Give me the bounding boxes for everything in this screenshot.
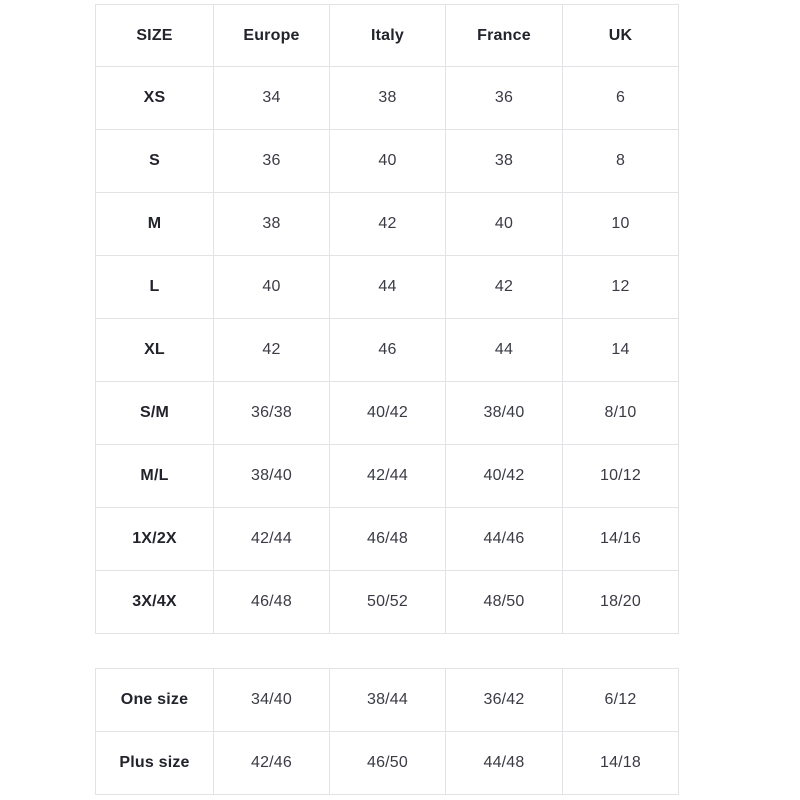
table-cell-uk: 6/12: [563, 669, 679, 732]
column-header-uk: UK: [563, 5, 679, 67]
table-row: [96, 319, 679, 382]
table-body: [96, 669, 679, 795]
table-cell-italy: 38/44: [330, 669, 446, 732]
table-cell-europe: 36/38: [214, 382, 330, 445]
table-cell-france: 38: [446, 130, 563, 193]
column-header-italy: Italy: [330, 5, 446, 67]
table-header: [96, 5, 679, 67]
column-header-europe: Europe: [214, 5, 330, 67]
table-cell-france: 36/42: [446, 669, 563, 732]
table-cell-size: One size: [96, 669, 214, 732]
table-row: [96, 571, 679, 634]
table-cell-uk: 10/12: [563, 445, 679, 508]
table-cell-italy: 38: [330, 67, 446, 130]
table-cell-europe: 34: [214, 67, 330, 130]
table-cell-france: 42: [446, 256, 563, 319]
table-cell-europe: 36: [214, 130, 330, 193]
table-cell-size: S/M: [96, 382, 214, 445]
table-cell-uk: 8: [563, 130, 679, 193]
table-cell-uk: 14: [563, 319, 679, 382]
table-cell-europe: 46/48: [214, 571, 330, 634]
table-row: [96, 445, 679, 508]
table-cell-italy: 46/50: [330, 732, 446, 795]
table-cell-europe: 42: [214, 319, 330, 382]
table-cell-italy: 42/44: [330, 445, 446, 508]
table-cell-size: XS: [96, 67, 214, 130]
table-row: [96, 130, 679, 193]
table-cell-size: M: [96, 193, 214, 256]
size-chart-main-table-wrapper: [95, 4, 678, 634]
size-chart-main-table: [95, 4, 679, 634]
column-header-france: France: [446, 5, 563, 67]
table-cell-france: 44/46: [446, 508, 563, 571]
table-cell-size: Plus size: [96, 732, 214, 795]
table-cell-europe: 34/40: [214, 669, 330, 732]
table-row: [96, 193, 679, 256]
table-cell-italy: 46/48: [330, 508, 446, 571]
size-chart-secondary-table-wrapper: [95, 668, 678, 795]
table-cell-uk: 8/10: [563, 382, 679, 445]
table-cell-italy: 44: [330, 256, 446, 319]
table-cell-europe: 42/44: [214, 508, 330, 571]
table-row: [96, 508, 679, 571]
table-row: [96, 256, 679, 319]
table-row: [96, 669, 679, 732]
table-cell-size: 1X/2X: [96, 508, 214, 571]
table-cell-italy: 40: [330, 130, 446, 193]
table-cell-france: 36: [446, 67, 563, 130]
table-cell-europe: 40: [214, 256, 330, 319]
table-cell-europe: 38/40: [214, 445, 330, 508]
table-cell-france: 48/50: [446, 571, 563, 634]
table-row: [96, 732, 679, 795]
table-header-row: [96, 5, 679, 67]
table-cell-italy: 40/42: [330, 382, 446, 445]
table-cell-size: L: [96, 256, 214, 319]
table-cell-uk: 14/18: [563, 732, 679, 795]
table-cell-uk: 14/16: [563, 508, 679, 571]
table-cell-france: 44: [446, 319, 563, 382]
table-cell-uk: 10: [563, 193, 679, 256]
table-cell-size: S: [96, 130, 214, 193]
table-cell-france: 40/42: [446, 445, 563, 508]
table-cell-size: 3X/4X: [96, 571, 214, 634]
table-cell-size: M/L: [96, 445, 214, 508]
table-cell-uk: 6: [563, 67, 679, 130]
table-cell-italy: 46: [330, 319, 446, 382]
table-cell-france: 40: [446, 193, 563, 256]
table-row: [96, 67, 679, 130]
table-cell-uk: 12: [563, 256, 679, 319]
table-cell-italy: 50/52: [330, 571, 446, 634]
table-row: [96, 382, 679, 445]
table-cell-europe: 38: [214, 193, 330, 256]
table-cell-size: XL: [96, 319, 214, 382]
table-cell-france: 44/48: [446, 732, 563, 795]
column-header-size: SIZE: [96, 5, 214, 67]
table-cell-italy: 42: [330, 193, 446, 256]
size-chart-secondary-table: [95, 668, 679, 795]
table-cell-europe: 42/46: [214, 732, 330, 795]
table-cell-uk: 18/20: [563, 571, 679, 634]
table-body: [96, 67, 679, 634]
table-cell-france: 38/40: [446, 382, 563, 445]
